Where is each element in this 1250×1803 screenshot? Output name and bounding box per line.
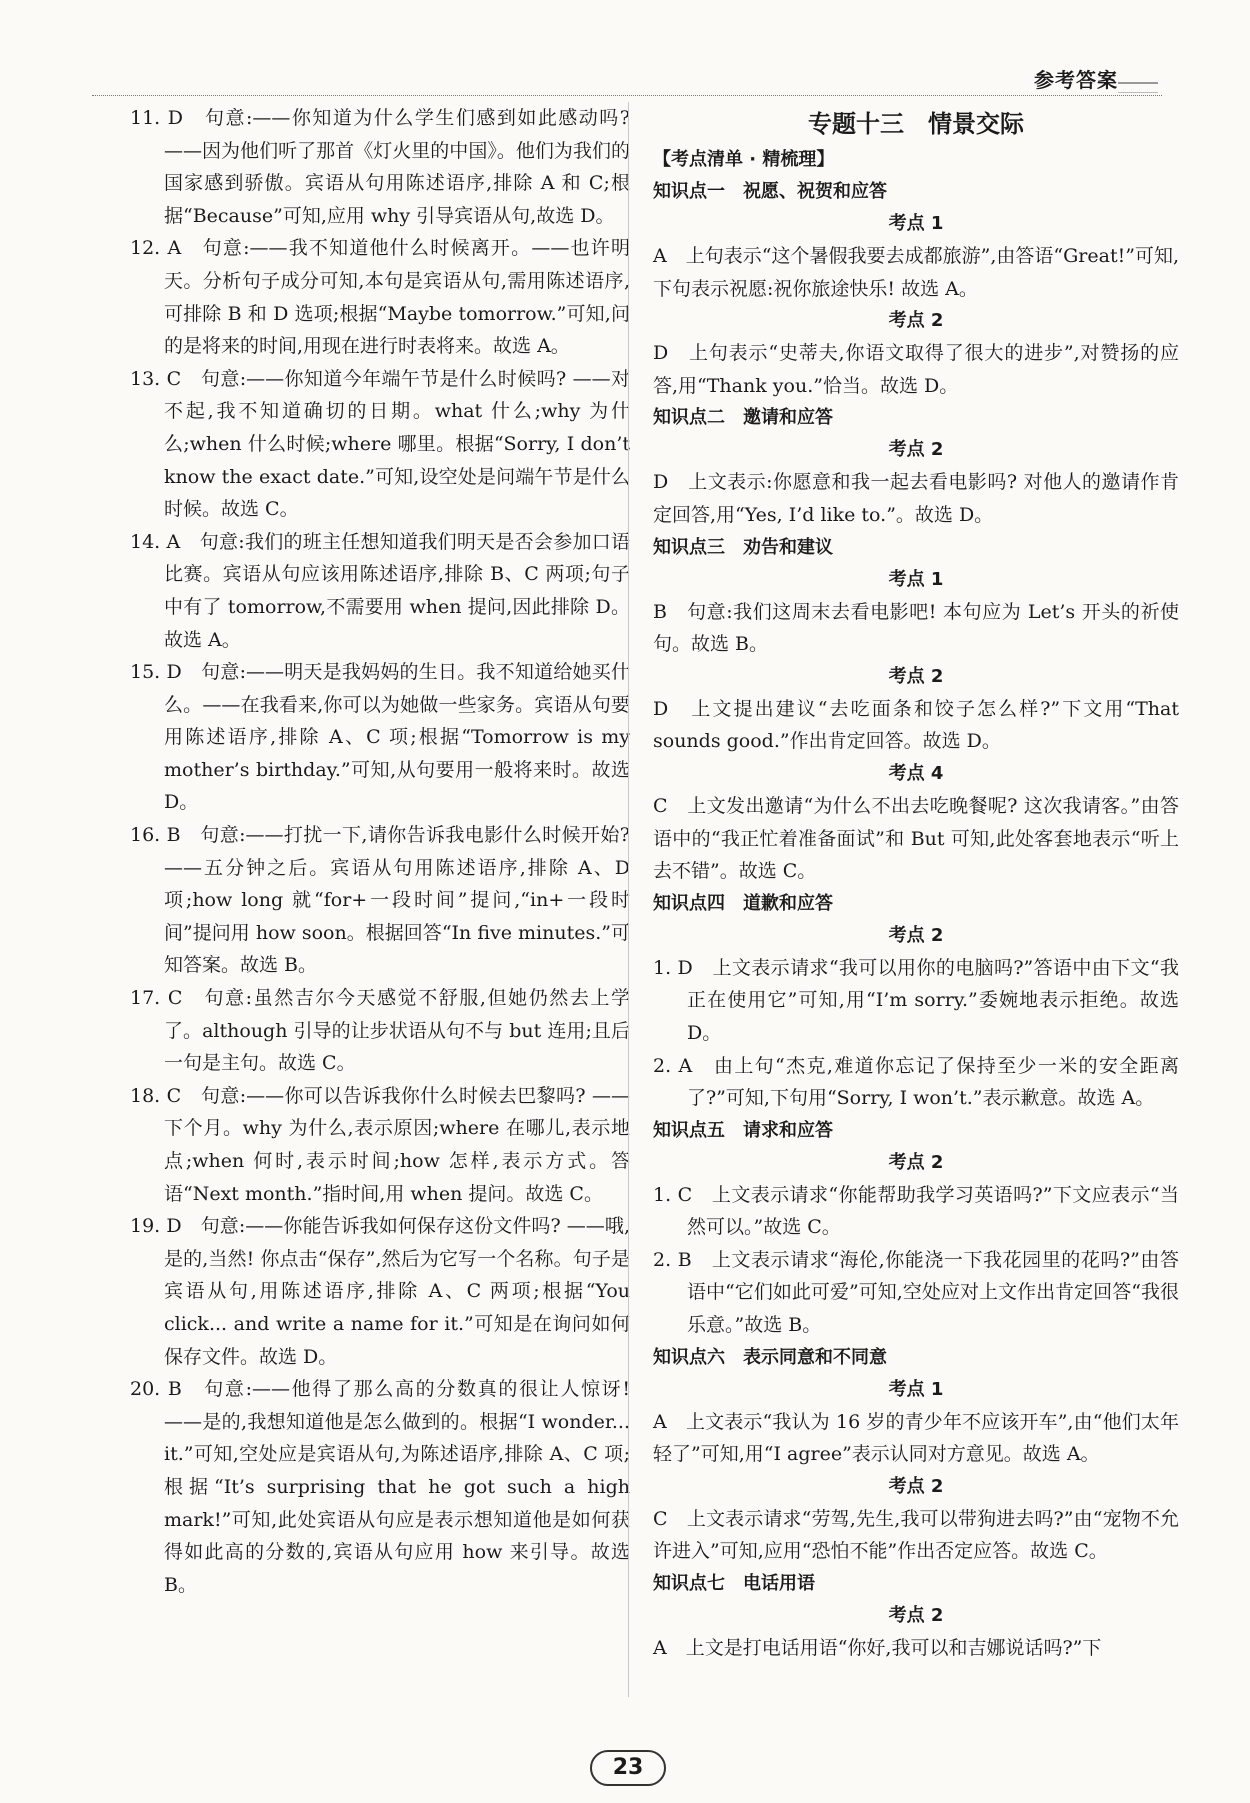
exam-point-heading: 考点 2 [888,1605,944,1627]
right-blocks [653,176,1179,1665]
exam-point-heading: 考点 2 [888,1475,944,1497]
knowledge-section-heading: 知识点七 电话用语 [653,1573,815,1595]
exam-point-heading: 考点 2 [888,924,944,946]
right-column [653,102,1179,1665]
exam-point-heading: 考点 2 [888,665,944,687]
answer-paragraph: B 句意:我们这周末去看电影吧! 本句应为 Let’s 开头的祈使句。故选 B。 [653,600,1179,656]
answer-item: 1. C 上文表示请求“你能帮助我学习英语吗?”下文应表示“当然可以。”故选 C。 [653,1183,1179,1239]
answer-item: 2. A 由上句“杰克,难道你忘记了保持至少一米的安全距离了?”可知,下句用“Sorry, I won’t.”表示歉意。故选 A。 [653,1054,1179,1110]
knowledge-section-heading: 知识点二 邀请和应答 [653,407,833,429]
exam-point-heading: 考点 1 [888,213,944,234]
column-divider [628,102,629,1697]
header-rule [92,95,1162,96]
answer-item-19: 19. D 句意:——你能告诉我如何保存这份文件吗? ——哦,是的,当然! 你点击“保存”,然后为它写一个名称。句子是宾语从句,用陈述语序,排除 A、C 两项;根据“You click... and write a name for it.”可知是在询问如何保存文件。故选 D。 [130,1215,630,1368]
answer-item-13: 13. C 句意:——你知道今年端午节是什么时候吗? ——对不起,我不知道确切的日期。what 什么;why 为什么;when 什么时候;where 哪里。根据“Sorry, I don’t know the exact date.”可知,设空处是问端午节是什么时候。故选 C。 [130,367,630,521]
answer-paragraph: A 上文表示“我认为 16 岁的青少年不应该开车”,由“他们太年轻了”可知,用“I agree”表示认同对方意见。故选 A。 [653,1410,1179,1466]
answer-paragraph: D 上句表示“史蒂夫,你语文取得了很大的进步”,对赞扬的应答,用“Thank you.”恰当。故选 D。 [653,342,1179,397]
exam-point-heading: 考点 2 [888,1151,944,1173]
answer-paragraph: A 上句表示“这个暑假我要去成都旅游”,由答语“Great!”可知,下句表示祝愿:祝你旅途快乐! 故选 A。 [653,245,1179,300]
answer-item: 2. B 上文表示请求“海伦,你能浇一下我花园里的花吗?”由答语中“它们如此可爱”可知,空处应对上文作出肯定回答“我很乐意。”故选 B。 [653,1248,1179,1337]
exam-point-heading: 考点 4 [888,762,944,784]
knowledge-section-heading: 知识点六 表示同意和不同意 [653,1346,887,1368]
exam-point-heading: 考点 1 [888,1378,944,1400]
knowledge-section-heading: 知识点五 请求和应答 [653,1119,833,1141]
page-number: 23 [590,1750,666,1786]
header-decoration [1118,82,1158,93]
answer-item-18: 18. C 句意:——你可以告诉我你什么时候去巴黎吗? ——下个月。why 为什么,表示原因;where 在哪儿,表示地点;when 何时,表示时间;how 怎样,表示方式。答语“Next month.”指时间,用 when 提问。故选 C。 [130,1084,630,1205]
topic-title: 专题十三 情景交际 [808,110,1024,138]
answer-item-14: 14. A 句意:我们的班主任想知道我们明天是否会参加口语比赛。宾语从句应该用陈述语序,排除 B、C 两项;句子中有了 tomorrow,不需要用 when 提问,因此排除 D。故选 A。 [130,530,630,651]
answer-item-17: 17. C 句意:虽然吉尔今天感觉不舒服,但她仍然去上学了。although 引导的让步状语从句不与 but 连用;且后一句是主句。故选 C。 [130,987,630,1075]
knowledge-section-heading: 知识点一 祝愿、祝贺和应答 [653,181,887,202]
list-header: 【考点清单 · 精梳理】 [653,149,835,170]
exam-point-heading: 考点 2 [888,439,944,461]
answer-paragraph: D 上文提出建议“去吃面条和饺子怎么样?”下文用“That sounds good.”作出肯定回答。故选 D。 [653,697,1179,753]
knowledge-section-heading: 知识点三 劝告和建议 [653,536,833,558]
answer-paragraph: D 上文表示:你愿意和我一起去看电影吗? 对他人的邀请作肯定回答,用“Yes, I’d like to.”。故选 D。 [653,471,1179,526]
answer-item-16: 16. B 句意:——打扰一下,请你告诉我电影什么时候开始? ——五分钟之后。宾语从句用陈述语序,排除 A、D 项;how long 就“for+一段时间”提问,“in+一段时间”提问用 how soon。根据回答“In five minutes.”可知答案。故选 B。 [130,824,630,977]
exam-point-heading: 考点 1 [888,568,944,590]
left-column [130,102,630,1601]
answer-item-20: 20. B 句意:——他得了那么高的分数真的很让人惊讶! ——是的,我想知道他是怎么做到的。根据“I wonder... it.”可知,空处应是宾语从句,为陈述语序,排除 A、C 项;根据“It’s surprising that he got such a high mark!”可知,此处宾语从句应是表示想知道他是如何获得如此高的分数的,宾语从句应用 how 来引导。故选 B。 [130,1378,630,1596]
answer-paragraph: C 上文发出邀请“为什么不出去吃晚餐呢? 这次我请客。”由答语中的“我正忙着准备面试”和 But 可知,此处客套地表示“听上去不错”。故选 C。 [653,794,1179,883]
answer-item: 1. D 上文表示请求“我可以用你的电脑吗?”答语中由下文“我正在使用它”可知,用“I’m sorry.”委婉地表示拒绝。故选 D。 [653,956,1179,1044]
exam-point-heading: 考点 2 [888,310,944,332]
answer-item-11: 11. D 句意:——你知道为什么学生们感到如此感动吗? ——因为他们听了那首《灯火里的中国》。他们为我们的国家感到骄傲。宾语从句用陈述语序,排除 A 和 C;根据“Because”可知,应用 why 引导宾语从句,故选 D。 [130,107,630,227]
answer-item-12: 12. A 句意:——我不知道他什么时候离开。——也许明天。分析句子成分可知,本句是宾语从句,需用陈述语序,可排除 B 和 D 选项;根据“Maybe tomorrow.”可知,问的是将来的时间,用现在进行时表将来。故选 A。 [130,237,630,358]
knowledge-section-heading: 知识点四 道歉和应答 [653,892,833,914]
answer-paragraph: A 上文是打电话用语“你好,我可以和吉娜说话吗?”下 [653,1637,1102,1660]
answer-paragraph: C 上文表示请求“劳驾,先生,我可以带狗进去吗?”由“宠物不允许进入”可知,应用“恐怕不能”作出否定应答。故选 C。 [653,1507,1179,1563]
header-label: 参考答案 [1034,68,1118,92]
answer-item-15: 15. D 句意:——明天是我妈妈的生日。我不知道给她买什么。——在我看来,你可以为她做一些家务。宾语从句要用陈述语序,排除 A、C 项;根据“Tomorrow is my mother’s birthday.”可知,从句要用一般将来时。故选 D。 [130,661,630,814]
